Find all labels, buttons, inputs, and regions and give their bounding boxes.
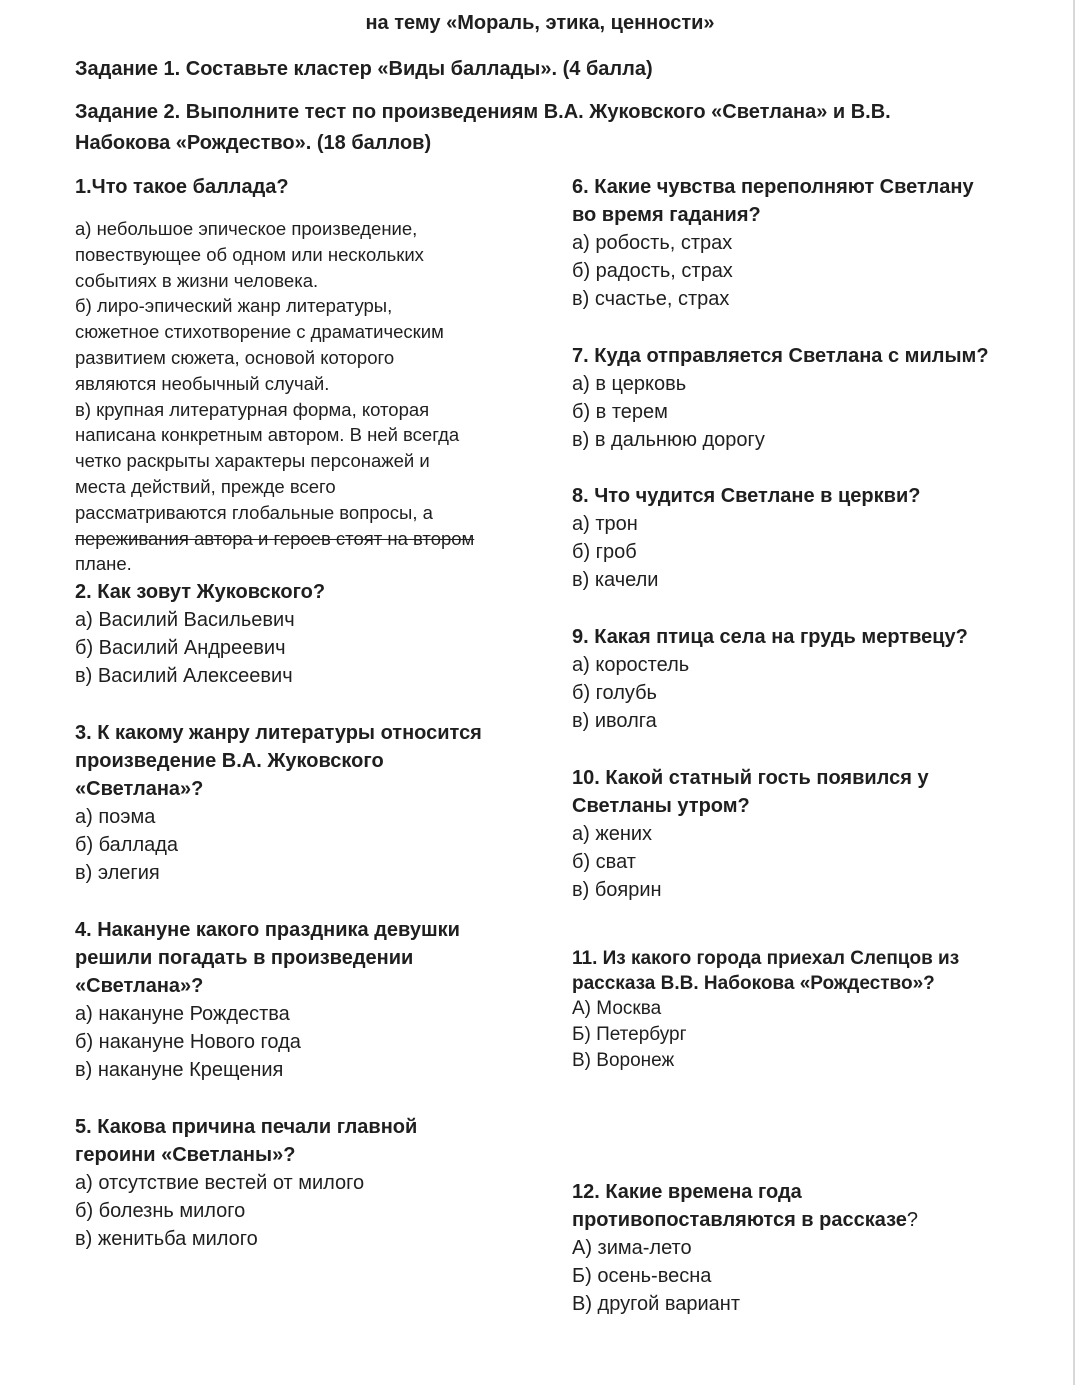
- question-7: [572, 342, 1012, 454]
- answer-option: б) накануне Нового года: [75, 1031, 301, 1053]
- answer-option: Б) осень-весна: [572, 1265, 712, 1287]
- question-10: [572, 764, 1012, 904]
- question-4-title-line: решили погадать в произведении: [75, 947, 414, 969]
- answer-option: в) боярин: [572, 879, 662, 901]
- q1-line: написана конкретным автором. В ней всегда: [75, 424, 460, 446]
- answer-option: в) счастье, страх: [572, 288, 730, 310]
- answer-option: в) женитьба милого: [75, 1228, 258, 1250]
- answer-option: А) Москва: [572, 998, 662, 1019]
- question-2-title: 2. Как зовут Жуковского?: [75, 581, 326, 603]
- question-10-title-line: Светланы утром?: [572, 795, 750, 817]
- q1-line: четко раскрыты характеры персонажей и: [75, 450, 430, 472]
- question-1-title: 1.Что такое баллада?: [75, 176, 289, 198]
- q1-line: плане.: [75, 553, 132, 575]
- question-2: [75, 578, 515, 690]
- question-12-title-line: 12. Какие времена года: [572, 1181, 802, 1203]
- answer-option: а) Василий Васильевич: [75, 609, 295, 631]
- question-11: [572, 946, 1012, 1074]
- page-edge: [1073, 0, 1075, 1385]
- question-4: [75, 916, 515, 1084]
- answer-option: б) болезнь милого: [75, 1200, 246, 1222]
- q1-line: повествующее об одном или нескольких: [75, 243, 424, 265]
- answer-option: В) Воронеж: [572, 1050, 675, 1071]
- answer-option: а) поэма: [75, 806, 156, 828]
- question-9: [572, 623, 1012, 735]
- q1-line: развитием сюжета, основой которого: [75, 346, 395, 368]
- question-6-title-line: во время гадания?: [572, 204, 761, 226]
- task-2-line-1: Задание 2. Выполните тест по произведениям В.А. Жуковского «Светлана» и В.В.: [75, 101, 891, 123]
- answer-option: а) накануне Рождества: [75, 1003, 290, 1025]
- answer-option: б) голубь: [572, 682, 657, 704]
- answer-option: б) радость, страх: [572, 260, 733, 282]
- q1-line: переживания автора и героев стоят на втором: [75, 527, 475, 549]
- question-5: [75, 1113, 515, 1253]
- question-12-title-text: противопоставляются в рассказе: [572, 1209, 907, 1231]
- question-1-options: [75, 216, 515, 577]
- q1-line: б) лиро-эпический жанр литературы,: [75, 295, 393, 317]
- question-11-title-line: 11. Из какого города приехал Слепцов из: [572, 948, 960, 969]
- question-6-title-line: 6. Какие чувства переполняют Светлану: [572, 176, 974, 198]
- answer-option: в) накануне Крещения: [75, 1059, 284, 1081]
- question-5-title-line: героини «Светланы»?: [75, 1144, 296, 1166]
- question-6: [572, 173, 1012, 313]
- answer-option: а) коростель: [572, 654, 690, 676]
- q1-line: в) крупная литературная форма, которая: [75, 398, 430, 420]
- answer-option: А) зима-лето: [572, 1237, 692, 1259]
- answer-option: а) отсутствие вестей от милого: [75, 1172, 365, 1194]
- question-7-title: 7. Куда отправляется Светлана с милым?: [572, 345, 989, 367]
- answer-option: а) трон: [572, 513, 638, 535]
- answer-option: б) баллада: [75, 834, 179, 856]
- answer-option: в) качели: [572, 569, 659, 591]
- question-9-title: 9. Какая птица села на грудь мертвецу?: [572, 626, 968, 648]
- answer-option: в) элегия: [75, 862, 160, 884]
- question-8: [572, 482, 1012, 594]
- question-3-title-line: «Светлана»?: [75, 778, 204, 800]
- question-12-mark: ?: [906, 1209, 919, 1231]
- answer-option: а) жених: [572, 823, 653, 845]
- answer-option: б) Василий Андреевич: [75, 637, 286, 659]
- q1-line: являются необычный случай.: [75, 372, 330, 394]
- task-2-line-2: Набокова «Рождество». (18 баллов): [75, 132, 432, 154]
- q1-line: рассматриваются глобальные вопросы, а: [75, 501, 433, 523]
- answer-option: в) иволга: [572, 710, 657, 732]
- question-5-title-line: 5. Какова причина печали главной: [75, 1116, 418, 1138]
- question-4-title-line: 4. Накануне какого праздника девушки: [75, 919, 460, 941]
- answer-option: б) сват: [572, 851, 636, 873]
- q1-line: сюжетное стихотворение с драматическим: [75, 321, 444, 343]
- question-1: [75, 173, 515, 577]
- answer-option: в) Василий Алексеевич: [75, 665, 293, 687]
- question-12: [572, 1178, 1012, 1318]
- answer-option: а) робость, страх: [572, 232, 733, 254]
- answer-option: б) в терем: [572, 401, 668, 423]
- q1-line: а) небольшое эпическое произведение,: [75, 218, 418, 239]
- question-11-title-line: рассказа В.В. Набокова «Рождество»?: [572, 973, 935, 994]
- q1-line: места действий, прежде всего: [75, 475, 336, 497]
- q1-line: событиях в жизни человека.: [75, 269, 319, 291]
- task-1: Задание 1. Составьте кластер «Виды баллады». (4 балла): [75, 58, 653, 80]
- answer-option: Б) Петербург: [572, 1024, 687, 1045]
- question-4-title-line: «Светлана»?: [75, 975, 204, 997]
- page-title: на тему «Мораль, этика, ценности»: [365, 12, 715, 34]
- question-3-title-line: произведение В.А. Жуковского: [75, 750, 384, 772]
- question-12-title-line: [572, 1206, 1012, 1234]
- answer-option: б) гроб: [572, 541, 637, 563]
- question-3: [75, 719, 515, 887]
- task-2: [75, 97, 975, 159]
- question-10-title-line: 10. Какой статный гость появился у: [572, 767, 929, 789]
- answer-option: а) в церковь: [572, 373, 687, 395]
- answer-option: в) в дальнюю дорогу: [572, 429, 765, 451]
- question-8-title: 8. Что чудится Светлане в церкви?: [572, 485, 921, 507]
- answer-option: В) другой вариант: [572, 1293, 740, 1315]
- question-3-title-line: 3. К какому жанру литературы относится: [75, 722, 482, 744]
